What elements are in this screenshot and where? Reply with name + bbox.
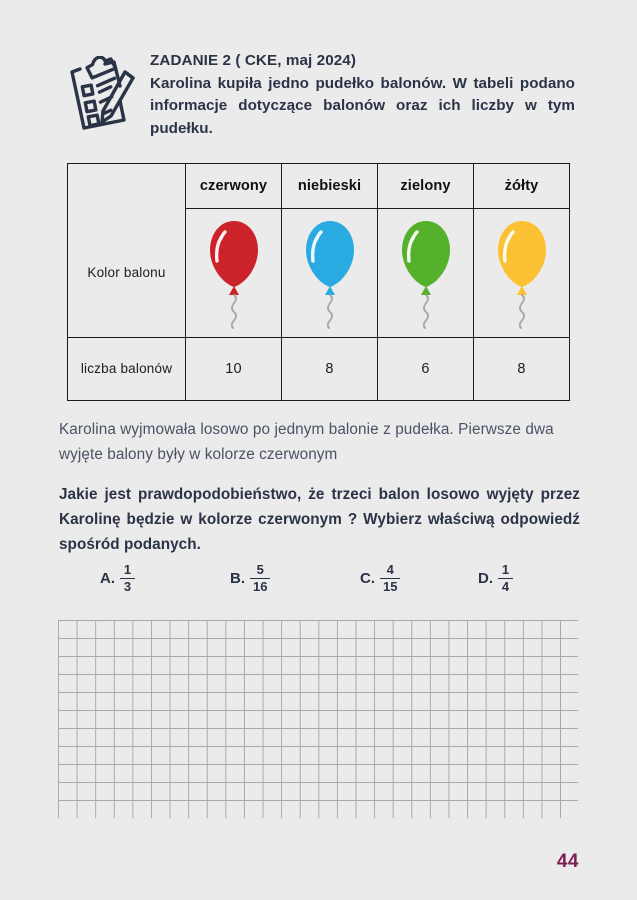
column-header-zolty: żółty — [474, 164, 570, 209]
table-row-header — [68, 164, 570, 209]
answer-letter-a: A. — [100, 570, 115, 588]
row-label-kolor-balonu: Kolor balonu — [68, 209, 186, 338]
count-cell-czerwony: 10 — [186, 338, 282, 401]
fraction-denominator-c: 15 — [383, 579, 398, 595]
fraction-numerator-c: 4 — [386, 562, 394, 577]
row-label-liczba-balonow-text: liczba balonów — [80, 361, 173, 377]
balloon-table — [67, 163, 570, 401]
fraction-numerator-a: 1 — [123, 562, 132, 577]
balloon-cell-czerwony — [186, 209, 282, 338]
balloon-cell-zielony — [378, 209, 474, 338]
balloon-icon — [395, 217, 457, 329]
count-cell-zielony: 6 — [378, 338, 474, 401]
count-cell-niebieski: 8 — [282, 338, 378, 401]
fraction-b — [250, 563, 270, 594]
answer-letter-d: D. — [478, 570, 493, 588]
fraction-denominator-b: 16 — [253, 579, 268, 595]
fraction-numerator-b: 5 — [256, 562, 264, 577]
balloon-icon — [299, 217, 361, 329]
fraction-denominator-a: 3 — [123, 579, 132, 595]
column-header-czerwony: czerwony — [186, 164, 282, 209]
count-cell-zolty: 8 — [474, 338, 570, 401]
task-title: ZADANIE 2 ( CKE, maj 2024) — [150, 52, 356, 69]
fraction-a — [120, 563, 135, 594]
page-number: 44 — [556, 851, 579, 872]
answer-letter-b: B. — [230, 570, 245, 588]
answer-option-c[interactable] — [360, 563, 478, 594]
table-corner-cell — [68, 164, 186, 209]
context-paragraph: Karolina wyjmowała losowo po jednym balonie z pudełka. Pierwsze dwa wyjęte balony były w kolorze czerwonym — [59, 421, 554, 463]
balloon-cell-zolty — [474, 209, 570, 338]
task-header — [62, 50, 577, 141]
column-header-zielony: zielony — [378, 164, 474, 209]
work-area-grid[interactable] — [58, 620, 578, 818]
column-header-niebieski: niebieski — [282, 164, 378, 209]
answer-option-d[interactable] — [478, 563, 550, 594]
balloon-icon — [491, 217, 553, 329]
answer-option-b[interactable] — [230, 563, 360, 594]
fraction-numerator-d: 1 — [501, 562, 510, 577]
row-label-liczba-balonow — [68, 338, 186, 401]
task-description: Karolina kupiła jedno pudełko balonów. W tabeli podano informacje dotyczące balonów oraz ich liczby w tym pudełku. — [150, 74, 575, 138]
answer-option-a[interactable] — [100, 563, 230, 594]
table-row-counts — [68, 338, 570, 401]
answer-letter-c: C. — [360, 570, 375, 588]
question-paragraph: Jakie jest prawdopodobieństwo, że trzeci balon losowo wyjęty przez Karolinę będzie w kolorze czerwonym ? Wybierz właściwą odpowiedź spośród podanych. — [59, 486, 580, 553]
fraction-d — [498, 563, 513, 594]
balloon-cell-niebieski — [282, 209, 378, 338]
table-row-balloons — [68, 209, 570, 338]
balloon-icon — [203, 217, 265, 329]
clipboard-checklist-pencil-icon — [62, 56, 140, 140]
answer-options — [100, 563, 550, 594]
fraction-denominator-d: 4 — [501, 579, 510, 595]
header-text-block — [150, 50, 575, 141]
fraction-c — [380, 563, 400, 594]
